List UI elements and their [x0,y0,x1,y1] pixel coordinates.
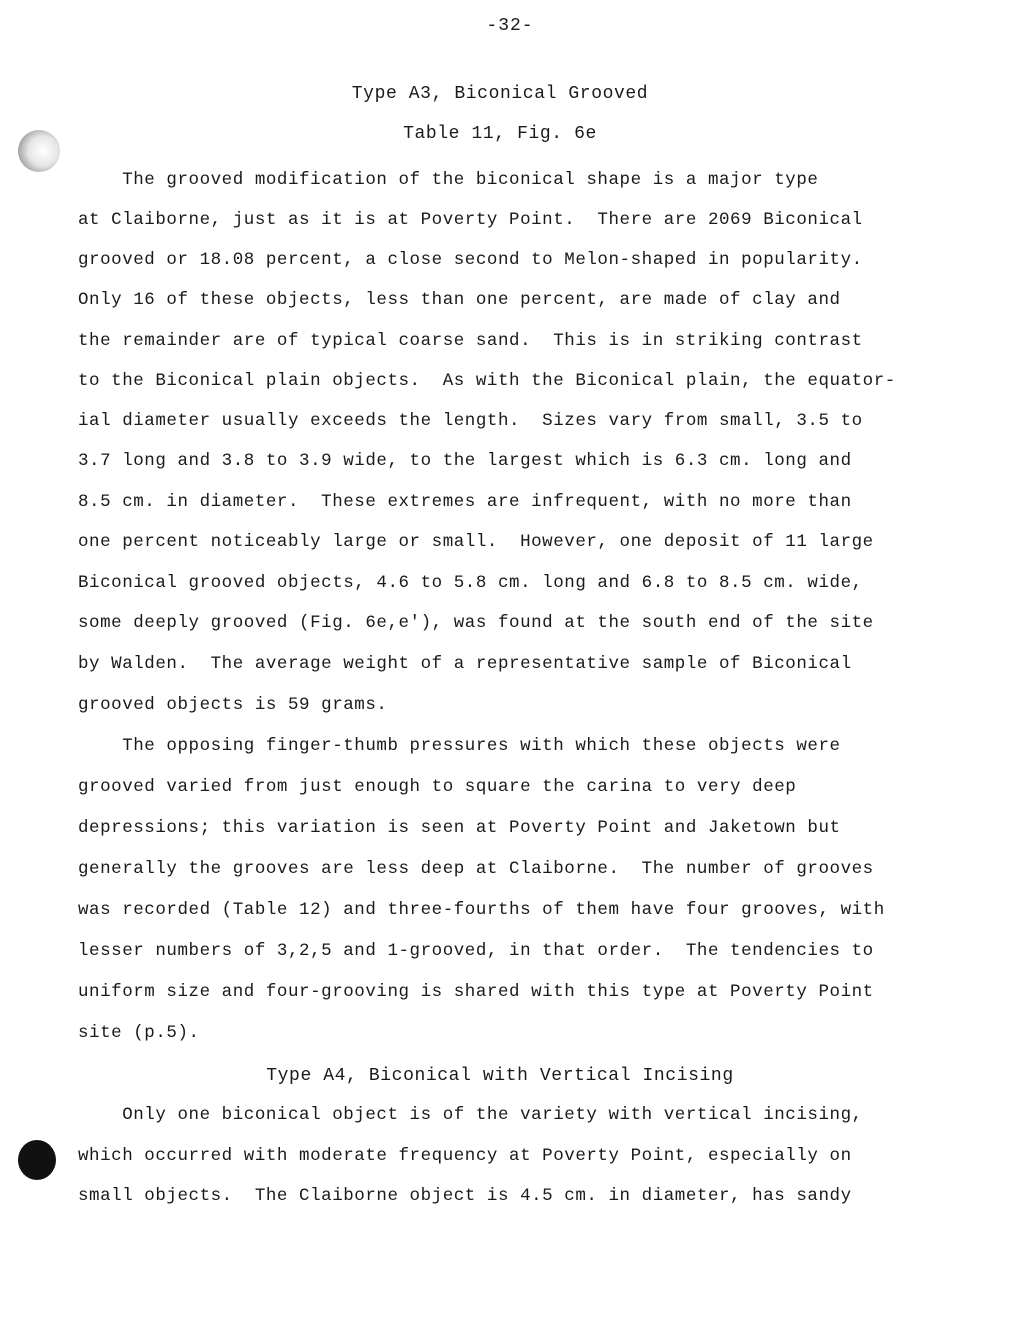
page-number: -32- [486,16,534,36]
text-line: site (p.5). [78,1023,200,1043]
section-title: Type A3, Biconical Grooved [351,84,649,104]
text-line: depressions; this variation is seen at Poverty Point and Jaketown but [78,818,841,838]
text-line: to the Biconical plain objects. As with the Biconical plain, the equator- [78,371,896,391]
text-line: The grooved modification of the biconical shape is a major type [78,170,819,190]
text-line: grooved or 18.08 percent, a close second to Melon-shaped in popularity. [78,250,863,270]
text-line: some deeply grooved (Fig. 6e,e'), was found at the south end of the site [78,613,874,633]
punch-hole-icon [18,1140,56,1180]
text-line: small objects. The Claiborne object is 4.5 cm. in diameter, has sandy [78,1186,852,1206]
text-line: the remainder are of typical coarse sand. This is in striking contrast [78,331,863,351]
text-line: The opposing finger-thumb pressures with which these objects were [78,736,841,756]
text-line: Only one biconical object is of the variety with vertical incising, [78,1105,863,1125]
section-subtitle: Table 11, Fig. 6e [403,124,597,144]
text-line: Biconical grooved objects, 4.6 to 5.8 cm. long and 6.8 to 8.5 cm. wide, [78,573,863,593]
text-line: which occurred with moderate frequency at Poverty Point, especially on [78,1146,852,1166]
text-line: lesser numbers of 3,2,5 and 1-grooved, in that order. The tendencies to [78,941,874,961]
text-line: was recorded (Table 12) and three-fourths of them have four grooves, with [78,900,885,920]
text-line: by Walden. The average weight of a representative sample of Biconical [78,654,852,674]
text-line: one percent noticeably large or small. However, one deposit of 11 large [78,532,874,552]
text-line: uniform size and four-grooving is shared with this type at Poverty Point [78,982,874,1002]
text-line: 8.5 cm. in diameter. These extremes are infrequent, with no more than [78,492,852,512]
text-line: ial diameter usually exceeds the length. Sizes vary from small, 3.5 to [78,411,863,431]
text-line: at Claiborne, just as it is at Poverty Point. There are 2069 Biconical [78,210,863,230]
text-line: grooved objects is 59 grams. [78,695,388,715]
section-title: Type A4, Biconical with Vertical Incising [266,1066,734,1086]
text-line: generally the grooves are less deep at Claiborne. The number of grooves [78,859,874,879]
text-line: grooved varied from just enough to square the carina to very deep [78,777,797,797]
text-line: Only 16 of these objects, less than one percent, are made of clay and [78,290,841,310]
text-line: 3.7 long and 3.8 to 3.9 wide, to the largest which is 6.3 cm. long and [78,451,852,471]
